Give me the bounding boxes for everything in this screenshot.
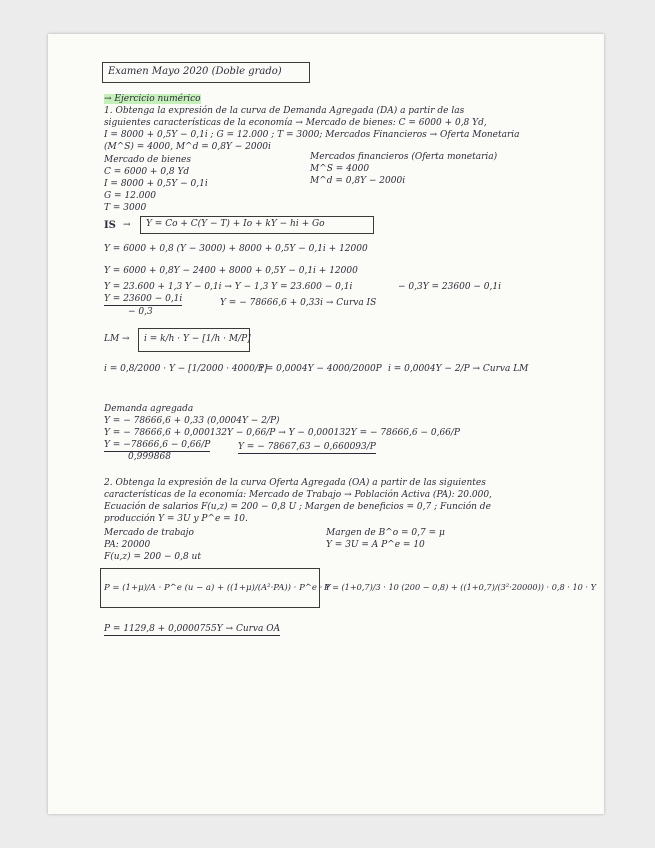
q2-line-3: Ecuación de salarios F(u,z) = 200 − 0,8 U ; Margen de beneficios = 0,7 ; Función de [104,502,491,512]
fin-item: M^d = 0,8Y − 2000i [310,176,406,186]
arrow-icon: → [123,220,131,230]
da-step-3-denominator: 0,999868 [128,452,171,462]
is-equation: Y = Co + C(Y − T) + Io + kY − hi + Go [146,219,325,229]
section-heading: → Ejercicio numérico [104,94,201,104]
margin-heading: Margen de B^o = 0,7 = μ [326,528,445,538]
is-step-4-denominator: − 0,3 [128,307,153,317]
is-label: IS [104,220,116,231]
goods-item: C = 6000 + 0,8 Yd [104,167,190,177]
goods-market-heading: Mercado de bienes [104,155,191,165]
q2-line-1: 2. Obtenga la expresión de la curva Oferta Agregada (OA) a partir de las siguientes [104,478,486,488]
oa-result: P = 1129,8 + 0,0000755Y → Curva OA [104,624,281,634]
goods-item: I = 8000 + 0,5Y − 0,1i [104,179,208,189]
fin-item: M^S = 4000 [310,164,370,174]
is-step-1: Y = 6000 + 0,8 (Y − 3000) + 8000 + 0,5Y − 0,1i + 12000 [104,244,368,254]
is-result: Y = − 78666,6 + 0,33i → Curva IS [220,298,377,308]
labor-item: F(u,z) = 200 − 0,8 ut [104,552,201,562]
margin-item: Y = 3U = A P^e = 10 [326,540,425,550]
fin-market-heading: Mercados financieros (Oferta monetaria) [310,152,498,162]
q2-line-4: producción Y = 3U y P^e = 10. [104,514,248,524]
is-step-3a: Y = 23.600 + 1,3 Y − 0,1i → Y − 1,3 Y = 23.600 − 0,1i [104,282,353,292]
lm-result: i = 0,0004Y − 2/P → Curva LM [388,364,529,374]
lm-label: LM → [104,334,130,344]
q2-line-2: características de la economía: Mercado de Trabajo → Población Activa (PA): 20.000, [104,490,492,500]
da-result: Y = − 78667,63 − 0,660093/P [238,442,376,452]
lm-equation: i = k/h · Y − [1/h · M/P] [144,334,251,344]
exam-page [48,34,604,814]
da-step-3-numerator: Y = −78666,6 − 0,66/P [104,440,211,450]
da-step-1: Y = − 78666,6 + 0,33 (0,0004Y − 2/P) [104,416,280,426]
da-step-2: Y = − 78666,6 + 0,000132Y − 0,66/P → Y − 0,000132Y = − 78666,6 − 0,66/P [104,428,460,438]
lm-step-1: i = 0,8/2000 · Y − [1/2000 · 4000/P] [104,364,268,374]
q1-line-2: siguientes características de la economía → Mercado de bienes: C = 6000 + 0,8 Yd, [104,118,487,128]
page-title: Examen Mayo 2020 (Doble grado) [108,66,282,77]
oa-substitution: P = (1+0,7)/3 · 10 (200 − 0,8) + ((1+0,7)/(3²·20000)) · 0,8 · 10 · Y [324,583,596,593]
da-heading: Demanda agregada [104,404,194,414]
goods-item: G = 12.000 [104,191,156,201]
labor-market-heading: Mercado de trabajo [104,528,194,538]
q1-line-3: I = 8000 + 0,5Y − 0,1i ; G = 12.000 ; T = 3000; Mercados Financieros → Oferta Monetaria [104,130,520,140]
lm-step-1b: i = 0,0004Y − 4000/2000P [260,364,382,374]
q1-line-4: (M^S) = 4000, M^d = 0,8Y − 2000i [104,142,271,152]
labor-item: PA: 20000 [104,540,151,550]
is-step-2: Y = 6000 + 0,8Y − 2400 + 8000 + 0,5Y − 0,1i + 12000 [104,266,358,276]
goods-item: T = 3000 [104,203,147,213]
q1-line-1: 1. Obtenga la expresión de la curva de Demanda Agregada (DA) a partir de las [104,106,465,116]
is-step-4-numerator: Y = 23600 − 0,1i [104,294,183,304]
is-step-3b: − 0,3Y = 23600 − 0,1i [398,282,502,292]
oa-equation: P = (1+μ)/A · P^e (u − a) + ((1+μ)/(A²·PA)) · P^e · Y [104,583,331,593]
